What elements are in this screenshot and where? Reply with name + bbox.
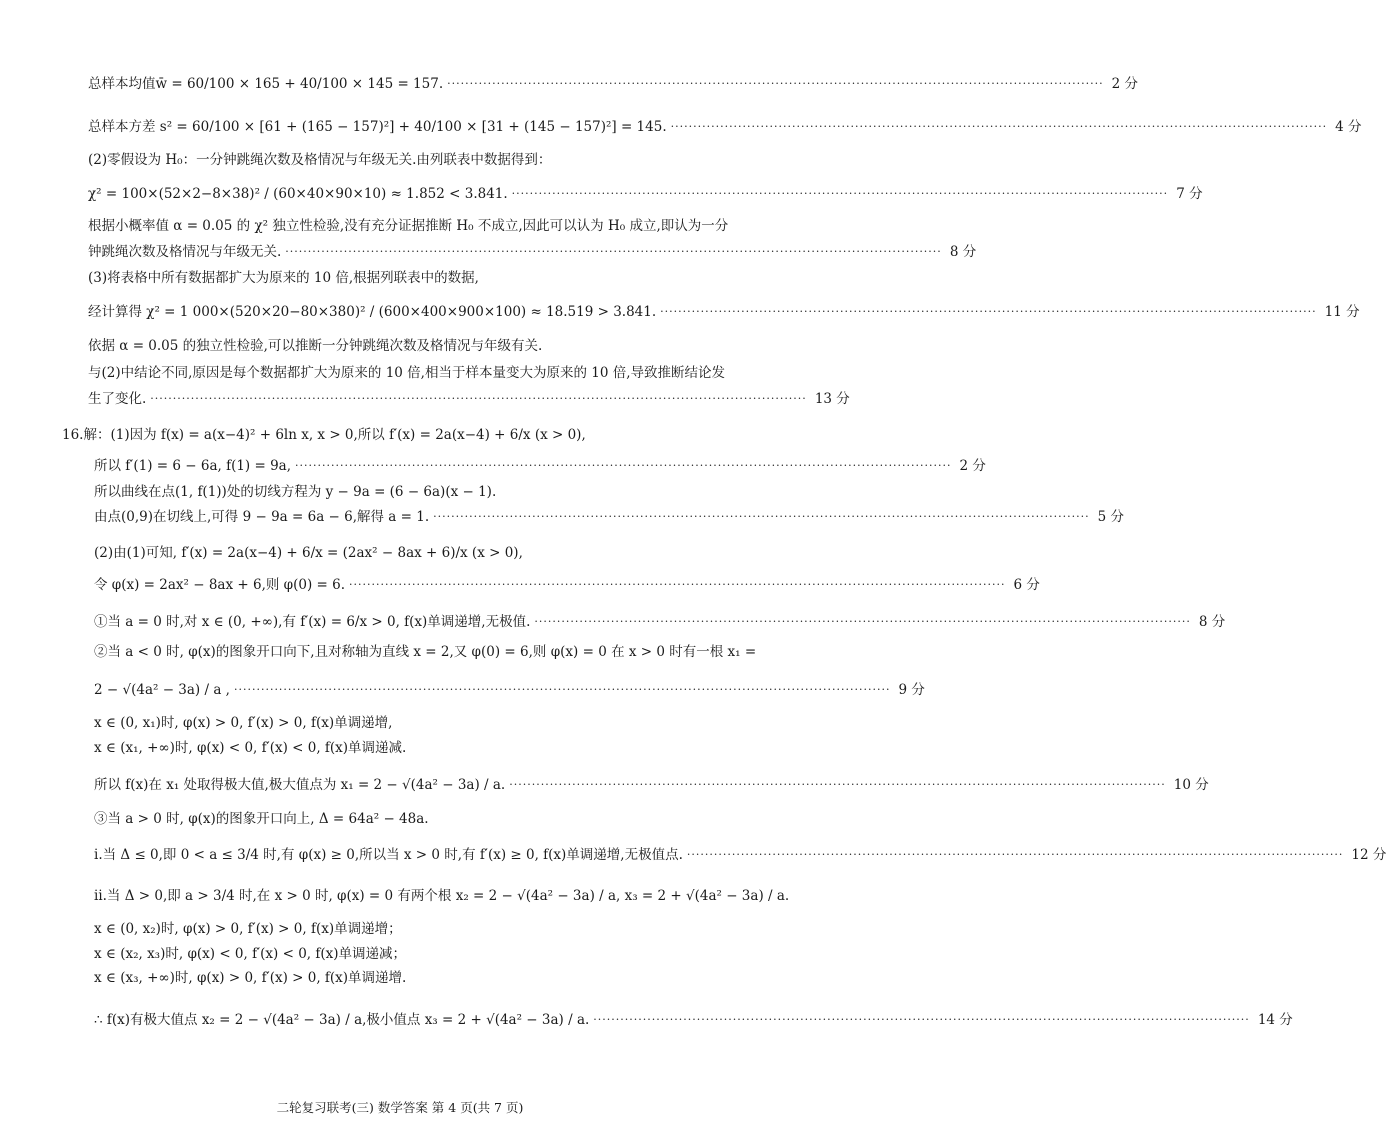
line-text: ⅰ.当 Δ ≤ 0,即 0 < a ≤ 3/4 时,有 φ(x) ≥ 0,所以当 x > 0 时,有 f′(x) ≥ 0, f(x)单调递增,无极值点. xyxy=(94,847,683,863)
score-label: 2 分 xyxy=(1111,76,1139,92)
score-label: 6 分 xyxy=(1013,577,1040,593)
line-text: 与(2)中结论不同,原因是每个数据都扩大为原来的 10 倍,相当于样本量变大为原来的 10 倍,导致推断结论发 xyxy=(88,365,726,381)
line-text: ③当 a > 0 时, φ(x)的图象开口向上, Δ = 64a² − 48a. xyxy=(94,811,429,827)
leader-dots xyxy=(295,456,952,476)
leader-dots xyxy=(285,242,942,262)
answer-line xyxy=(94,507,1125,527)
leader-dots xyxy=(687,845,1344,865)
leader-dots xyxy=(512,184,1169,204)
answer-line xyxy=(88,184,1203,204)
score-label: 7 分 xyxy=(1176,186,1203,202)
answer-line xyxy=(88,117,1362,137)
answer-line xyxy=(94,738,730,758)
answer-line xyxy=(88,268,730,288)
score-label: 10 分 xyxy=(1173,777,1209,793)
answer-line xyxy=(88,150,730,170)
answer-line xyxy=(94,1010,1293,1030)
score-label: 14 分 xyxy=(1257,1012,1293,1028)
line-text: 所以 f′(1) = 6 − 6a, f(1) = 9a, xyxy=(94,458,292,474)
answer-line xyxy=(94,919,730,939)
score-label: 2 分 xyxy=(959,458,986,474)
line-text: χ² = 100×(52×2−8×38)² / (60×40×90×10) ≈ 1.852 < 3.841. xyxy=(88,186,508,202)
leader-dots xyxy=(234,680,891,700)
line-text: (2)零假设为 H₀：一分钟跳绳次数及格情况与年级无关.由列联表中数据得到： xyxy=(88,152,552,168)
answer-line xyxy=(94,680,925,700)
answer-line xyxy=(88,363,730,383)
line-text: x ∈ (0, x₂)时, φ(x) > 0, f′(x) > 0, f(x)单调递增； xyxy=(94,921,402,937)
score-label: 8 分 xyxy=(949,244,977,260)
line-text: 总样本均值w̄ = 60/100 × 165 + 40/100 × 145 = 157. xyxy=(88,76,444,92)
score-label: 11 分 xyxy=(1324,304,1360,320)
line-text: 生了变化. xyxy=(88,391,147,407)
line-text: 钟跳绳次数及格情况与年级无关. xyxy=(88,244,282,260)
line-text: 根据小概率值 α = 0.05 的 χ² 独立性检验,没有充分证据推断 H₀ 不成立,因此可以认为 H₀ 成立,即认为一分 xyxy=(88,218,729,234)
line-text: 所以曲线在点(1, f(1))处的切线方程为 y − 9a = (6 − 6a)(x − 1). xyxy=(94,484,497,500)
line-text: (3)将表格中所有数据都扩大为原来的 10 倍,根据列联表中的数据, xyxy=(88,270,479,286)
answer-line xyxy=(94,612,1226,632)
line-text: ∴ f(x)有极大值点 x₂ = 2 − √(4a² − 3a) / a,极小值点 x₃ = 2 + √(4a² − 3a) / a. xyxy=(94,1012,590,1028)
answer-line xyxy=(94,775,1209,795)
answer-line xyxy=(94,944,730,964)
answer-line xyxy=(94,575,1040,595)
leader-dots xyxy=(534,612,1191,632)
answer-line xyxy=(94,642,757,662)
leader-dots xyxy=(349,575,1006,595)
line-text: x ∈ (x₁, +∞)时, φ(x) < 0, f′(x) < 0, f(x)单调递减. xyxy=(94,740,407,756)
answer-line xyxy=(94,543,730,563)
line-text: ⅱ.当 Δ > 0,即 a > 3/4 时,在 x > 0 时, φ(x) = 0 有两个根 x₂ = 2 − √(4a² − 3a) / a, x₃ = 2 + √(4a² − 3a) / a. xyxy=(94,888,790,904)
answer-line xyxy=(88,242,977,262)
answer-line xyxy=(88,389,850,409)
answer-line xyxy=(94,482,730,502)
answer-line xyxy=(94,713,730,733)
page-footer: 二轮复习联考(三) 数学答案 第 4 页(共 7 页) xyxy=(276,1100,524,1115)
line-text: x ∈ (x₂, x₃)时, φ(x) < 0, f′(x) < 0, f(x)单调递减； xyxy=(94,946,407,962)
score-label: 12 分 xyxy=(1351,847,1386,863)
line-text: x ∈ (x₃, +∞)时, φ(x) > 0, f′(x) > 0, f(x)单调递增. xyxy=(94,970,407,986)
line-text: 依据 α = 0.05 的独立性检验,可以推断一分钟跳绳次数及格情况与年级有关. xyxy=(88,338,543,354)
answer-line xyxy=(94,456,986,476)
leader-dots xyxy=(660,302,1317,322)
answer-line xyxy=(94,968,730,988)
answer-line xyxy=(88,302,1360,322)
line-text: 总样本方差 s² = 60/100 × [61 + (165 − 157)²] + 40/100 × [31 + (145 − 157)²] = 145. xyxy=(88,119,667,135)
score-label: 13 分 xyxy=(814,391,850,407)
line-text: (2)由(1)可知, f′(x) = 2a(x−4) + 6/x = (2ax² − 8ax + 6)/x (x > 0), xyxy=(94,545,523,561)
line-text: 2 − √(4a² − 3a) / a , xyxy=(94,682,230,698)
line-text: ①当 a = 0 时,对 x ∈ (0, +∞),有 f′(x) = 6/x > 0, f(x)单调递增,无极值. xyxy=(94,614,531,630)
line-text: x ∈ (0, x₁)时, φ(x) > 0, f′(x) > 0, f(x)单调递增, xyxy=(94,715,393,731)
line-text: 所以 f(x)在 x₁ 处取得极大值,极大值点为 x₁ = 2 − √(4a² − 3a) / a. xyxy=(94,777,506,793)
score-label: 4 分 xyxy=(1335,119,1362,135)
leader-dots xyxy=(447,74,1104,94)
leader-dots xyxy=(671,117,1328,137)
score-label: 9 分 xyxy=(898,682,925,698)
answer-line xyxy=(88,74,1139,94)
leader-dots xyxy=(433,507,1090,527)
leader-dots xyxy=(150,389,807,409)
line-text: ②当 a < 0 时, φ(x)的图象开口向下,且对称轴为直线 x = 2,又 φ(0) = 6,则 φ(x) = 0 在 x > 0 时有一根 x₁ = xyxy=(94,644,757,660)
line-text: 经计算得 χ² = 1 000×(520×20−80×380)² / (600×400×900×100) ≈ 18.519 > 3.841. xyxy=(88,304,657,320)
answer-line xyxy=(94,886,790,906)
answer-line xyxy=(88,216,730,236)
line-text: 由点(0,9)在切线上,可得 9 − 9a = 6a − 6,解得 a = 1. xyxy=(94,509,430,525)
leader-dots xyxy=(593,1010,1250,1030)
line-text: 16.解：(1)因为 f(x) = a(x−4)² + 6ln x, x > 0,所以 f′(x) = 2a(x−4) + 6/x (x > 0), xyxy=(62,427,586,443)
answer-line xyxy=(94,845,1386,865)
score-label: 8 分 xyxy=(1198,614,1226,630)
answer-line xyxy=(94,809,730,829)
score-label: 5 分 xyxy=(1097,509,1125,525)
answer-line xyxy=(88,336,730,356)
leader-dots xyxy=(509,775,1166,795)
line-text: 令 φ(x) = 2ax² − 8ax + 6,则 φ(0) = 6. xyxy=(94,577,346,593)
question-16-heading xyxy=(62,425,730,445)
